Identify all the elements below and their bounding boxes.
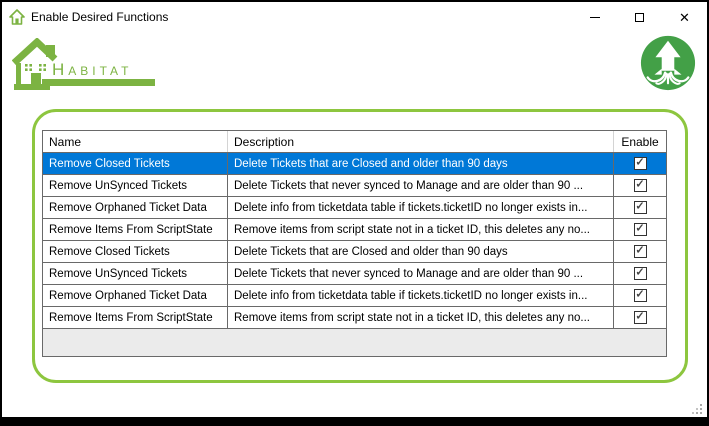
home-icon (9, 9, 25, 25)
table-row[interactable] (43, 175, 666, 197)
check-icon: ✓ (635, 222, 645, 235)
check-icon: ✓ (635, 244, 645, 257)
cell-description[interactable]: Delete Tickets that never synced to Manage and are older than 90 ... (228, 175, 614, 196)
cell-name[interactable]: Remove Closed Tickets (43, 241, 228, 262)
check-icon: ✓ (635, 200, 645, 213)
cell-name[interactable]: Remove UnSynced Tickets (43, 263, 228, 284)
enable-checkbox[interactable] (634, 289, 647, 302)
table-row[interactable] (43, 263, 666, 285)
check-icon: ✓ (635, 310, 645, 323)
cell-enable (614, 197, 666, 218)
resize-grip[interactable] (691, 403, 703, 415)
enable-checkbox[interactable] (634, 267, 647, 280)
table-row[interactable] (43, 219, 666, 241)
cell-description[interactable]: Remove items from script state not in a ticket ID, this deletes any no... (228, 219, 614, 240)
enable-checkbox[interactable] (634, 201, 647, 214)
cell-description[interactable]: Delete info from ticketdata table if tickets.ticketID no longer exists in... (228, 285, 614, 306)
grid-header-row (43, 131, 666, 153)
check-icon: ✓ (635, 266, 645, 279)
logo-underline (42, 79, 155, 86)
cell-name[interactable]: Remove Orphaned Ticket Data (43, 285, 228, 306)
table-row[interactable] (43, 285, 666, 307)
cell-name[interactable]: Remove UnSynced Tickets (43, 175, 228, 196)
window-title: Enable Desired Functions (31, 10, 169, 24)
table-row[interactable] (43, 197, 666, 219)
cell-description[interactable]: Remove items from script state not in a ticket ID, this deletes any no... (228, 307, 614, 328)
column-header-enable[interactable]: Enable (621, 134, 659, 149)
column-header-description[interactable]: Description (228, 131, 614, 152)
close-button[interactable] (662, 2, 707, 32)
cell-description[interactable]: Delete Tickets that never synced to Manage and are older than 90 ... (228, 263, 614, 284)
close-icon: ✕ (679, 9, 690, 25)
check-icon: ✓ (635, 178, 645, 191)
table-row[interactable] (43, 307, 666, 329)
maximize-icon (635, 13, 644, 22)
title-bar[interactable] (2, 2, 707, 32)
habitat-logo (12, 36, 182, 90)
cell-enable (614, 285, 666, 306)
cell-name[interactable]: Remove Closed Tickets (43, 153, 228, 174)
cell-enable (614, 219, 666, 240)
squid-icon (639, 34, 697, 92)
cell-description[interactable]: Delete Tickets that are Closed and older than 90 days (228, 153, 614, 174)
cell-name[interactable]: Remove Items From ScriptState (43, 307, 228, 328)
table-row[interactable] (43, 153, 666, 175)
minimize-icon (590, 17, 600, 18)
window-bottom-edge (2, 417, 707, 424)
enable-checkbox[interactable] (634, 311, 647, 324)
cell-name[interactable]: Remove Items From ScriptState (43, 219, 228, 240)
maximize-button[interactable] (617, 2, 662, 32)
cell-enable (614, 307, 666, 328)
table-row[interactable] (43, 241, 666, 263)
check-icon: ✓ (635, 156, 645, 169)
check-icon: ✓ (635, 288, 645, 301)
enable-checkbox[interactable] (634, 245, 647, 258)
grid-body (43, 153, 666, 329)
cell-enable (614, 241, 666, 262)
column-header-name[interactable]: Name (43, 131, 228, 152)
cell-description[interactable]: Delete Tickets that are Closed and older than 90 days (228, 241, 614, 262)
enable-checkbox[interactable] (634, 179, 647, 192)
cell-description[interactable]: Delete info from ticketdata table if tickets.ticketID no longer exists in... (228, 197, 614, 218)
cell-enable (614, 153, 666, 174)
cell-name[interactable]: Remove Orphaned Ticket Data (43, 197, 228, 218)
functions-grid (42, 130, 667, 357)
habitat-logo-text: Habitat (52, 60, 133, 79)
enable-checkbox[interactable] (634, 157, 647, 170)
cell-enable (614, 175, 666, 196)
cell-enable (614, 263, 666, 284)
minimize-button[interactable] (572, 2, 617, 32)
enable-checkbox[interactable] (634, 223, 647, 236)
